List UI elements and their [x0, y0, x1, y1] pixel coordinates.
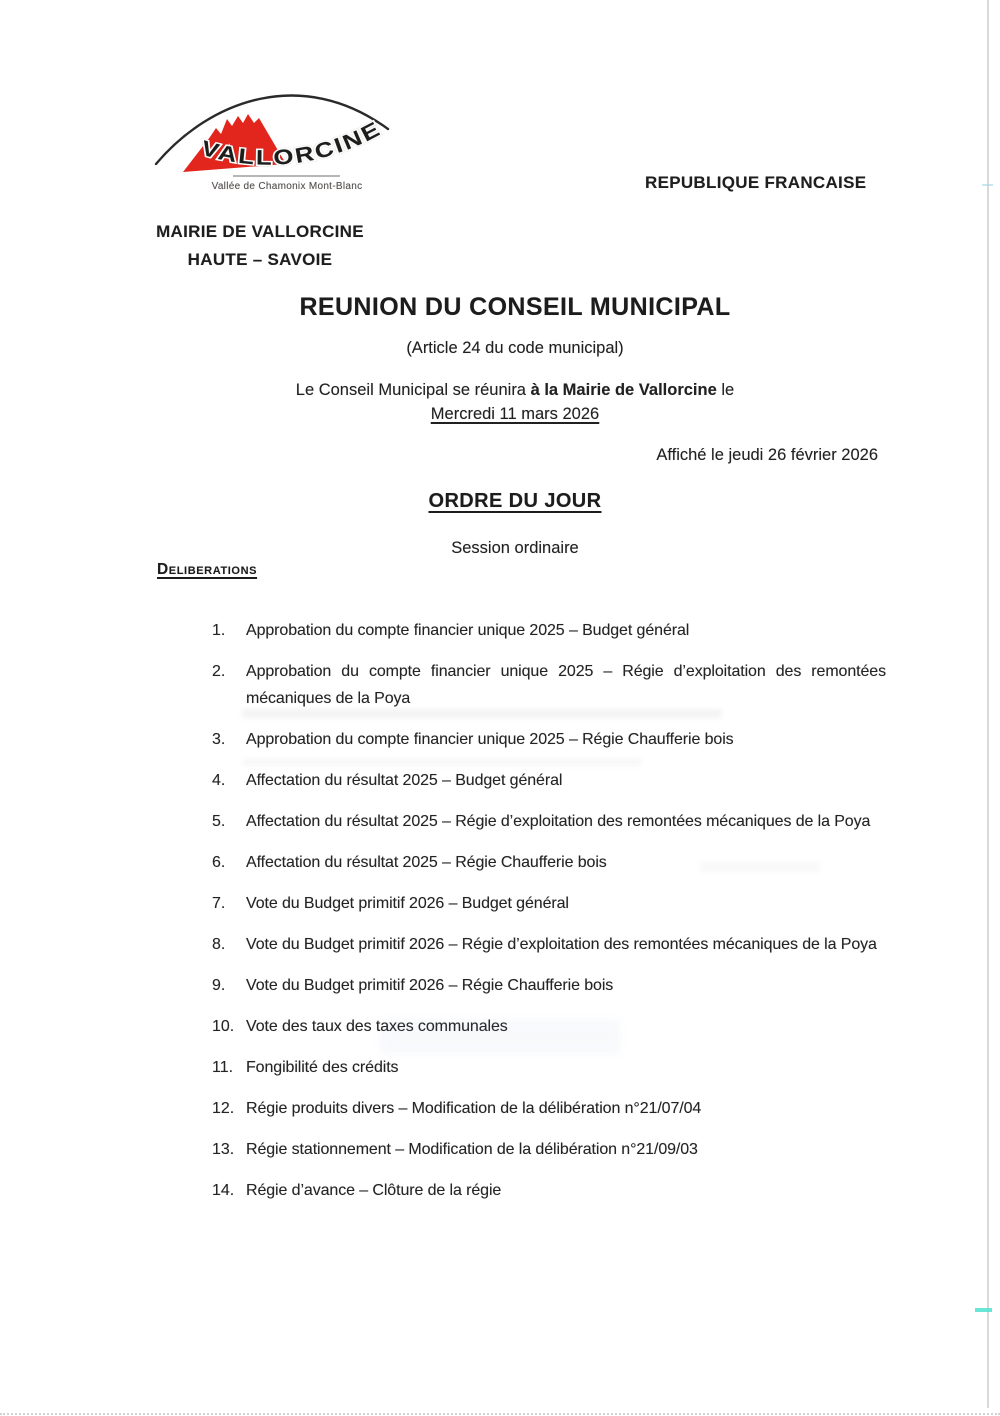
logo-tagline: Vallée de Chamonix Mont-Blanc — [211, 181, 363, 192]
item-number: 10. — [212, 1018, 235, 1035]
agenda-item — [212, 972, 886, 999]
vallorcine-logo — [150, 80, 394, 200]
scan-cyan-mark — [975, 1308, 992, 1312]
item-text: Affectation du résultat 2025 – Régie d’exploitation des remontées mécaniques de la Poya — [246, 813, 871, 830]
item-number: 8. — [212, 936, 226, 953]
item-number: 12. — [212, 1100, 235, 1117]
item-text: Régie produits divers – Modification de la délibération n°21/07/04 — [246, 1100, 702, 1117]
item-text: Régie d’avance – Clôture de la régie — [246, 1182, 502, 1199]
item-text: Approbation du compte financier unique 2025 – Régie d’exploitation des remontées mécaniques de la Poya — [246, 663, 886, 707]
item-number: 2. — [212, 663, 226, 680]
municipality-department: HAUTE – SAVOIE — [187, 250, 333, 269]
item-text: Vote du Budget primitif 2026 – Régie d’exploitation des remontées mécaniques de la Poya — [246, 936, 877, 953]
item-text: Approbation du compte financier unique 2025 – Régie Chaufferie bois — [246, 731, 734, 748]
agenda-item — [212, 1095, 886, 1122]
agenda-item — [212, 1013, 886, 1040]
deliberations-label: Deliberations — [157, 561, 258, 578]
announcement-suffix: le — [716, 381, 735, 399]
municipality-block — [140, 218, 380, 274]
announcement-prefix: Le Conseil Municipal se réunira — [295, 381, 531, 399]
meeting-announcement — [30, 378, 1000, 426]
republic-label: REPUBLIQUE FRANCAISE — [645, 173, 867, 192]
item-number: 3. — [212, 731, 226, 748]
agenda-item — [212, 849, 886, 876]
announcement-location: à la Mairie de Vallorcine — [530, 381, 717, 399]
item-number: 14. — [212, 1182, 235, 1199]
document-subtitle: (Article 24 du code municipal) — [406, 339, 624, 357]
item-text: Régie stationnement – Modification de la délibération n°21/09/03 — [246, 1141, 698, 1158]
agenda-item — [212, 890, 886, 917]
item-text: Affectation du résultat 2025 – Budget général — [246, 772, 563, 789]
item-number: 5. — [212, 813, 226, 830]
item-text: Affectation du résultat 2025 – Régie Chaufferie bois — [246, 854, 607, 871]
agenda-item — [212, 617, 886, 644]
agenda-item — [212, 767, 886, 794]
scan-edge-artifact — [0, 1413, 1000, 1415]
item-text: Vote des taux des taxes communales — [246, 1018, 508, 1035]
session-type: Session ordinaire — [451, 539, 579, 557]
item-text: Fongibilité des crédits — [246, 1059, 399, 1076]
logo-wordmark: VALLORCINE — [198, 118, 383, 170]
item-number: 13. — [212, 1141, 235, 1158]
item-number: 6. — [212, 854, 226, 871]
municipality-name: MAIRIE DE VALLORCINE — [156, 222, 364, 241]
agenda-item — [212, 931, 886, 958]
item-text: Vote du Budget primitif 2026 – Budget général — [246, 895, 569, 912]
item-number: 11. — [212, 1059, 234, 1076]
scan-line-artifact — [987, 0, 989, 1408]
item-text: Approbation du compte financier unique 2025 – Budget général — [246, 622, 690, 639]
agenda-item — [212, 1136, 886, 1163]
item-number: 4. — [212, 772, 226, 789]
agenda-heading: ORDRE DU JOUR — [428, 490, 602, 512]
agenda-item — [212, 808, 886, 835]
item-text: Vote du Budget primitif 2026 – Régie Chaufferie bois — [246, 977, 614, 994]
posting-notice: Affiché le jeudi 26 février 2026 — [656, 446, 878, 464]
item-number: 1. — [212, 622, 226, 639]
agenda-item — [212, 1054, 886, 1081]
agenda-list — [212, 617, 886, 1218]
agenda-item — [212, 658, 886, 712]
item-number: 7. — [212, 895, 226, 912]
item-number: 9. — [212, 977, 226, 994]
meeting-date: Mercredi 11 mars 2026 — [430, 405, 600, 423]
agenda-item — [212, 726, 886, 753]
scan-blue-mark — [982, 184, 993, 186]
document-title: REUNION DU CONSEIL MUNICIPAL — [299, 293, 731, 321]
agenda-item — [212, 1177, 886, 1204]
